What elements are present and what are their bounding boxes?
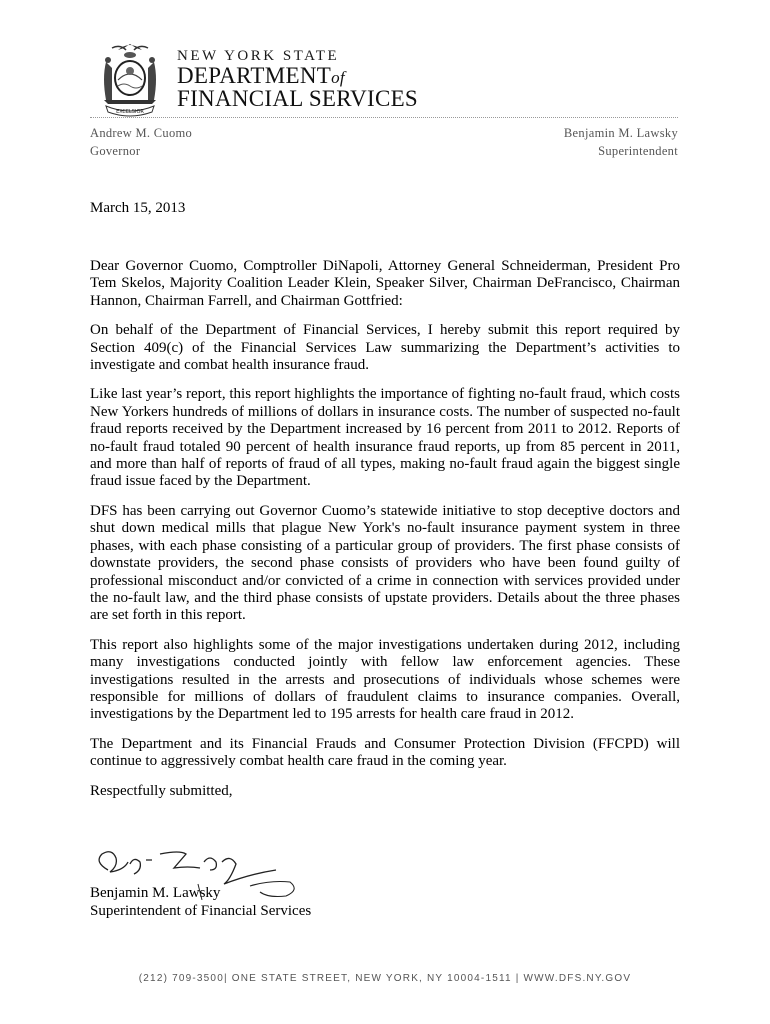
superintendent-name: Benjamin M. Lawsky [563,126,678,140]
letterhead-state: NEW YORK STATE [177,48,340,64]
paragraph: Like last year’s report, this report highlights the importance of fighting no-fault fraud, which costs New Yorkers hundreds of millions of dollars in insurance costs. The number of suspected no-fault fraud reports received by the Department increased by 16 percent from 2011 to 2012. Reports of no-fault fraud totaled 90 percent of health insurance fraud reports, up from 85 percent in 2011, and more than half of reports of fraud of all types, making no-fault fraud again the biggest single fraud issue faced by the Department. [90,386,680,490]
letterhead-divider [90,117,678,118]
paragraph: The Department and its Financial Frauds and Consumer Protection Division (FFCPD) will continue to aggressively combat health care fraud in the coming year. [90,735,680,770]
governor-name: Andrew M. Cuomo [90,126,193,140]
department-word: DEPARTMENT [177,63,332,88]
letter-body [90,258,680,812]
signer-name: Benjamin M. Lawsky [90,885,221,901]
seal-motto: EXCELSIOR [116,109,144,115]
letterhead-financial-services: FINANCIAL SERVICES [177,86,419,111]
paragraph: On behalf of the Department of Financial Services, I hereby submit this report required by Section 409(c) of the Financial Services Law summarizing the Department’s activities to investigate and combat health insurance fraud. [90,322,680,374]
state-seal-icon [90,38,170,118]
salutation: Dear Governor Cuomo, Comptroller DiNapoli, Attorney General Schneiderman, President Pro Tem Skelos, Majority Coalition Leader Klein, Speaker Silver, Chairman DeFrancisco, Chairman Hannon, Chairman Farrell, and Chairman Gottfried: [90,258,680,309]
signer-title: Superintendent of Financial Services [90,903,312,919]
letter-date: March 15, 2013 [90,200,186,216]
paragraph: This report also highlights some of the major investigations undertaken during 2012, including many investigations conducted jointly with fellow law enforcement agencies. These investigations resulted in the arrests and prosecutions of individuals whose schemes were responsible for millions of dollars of fraudulent claims to insurance companies. Overall, investigations by the Department led to 195 arrests for health care fraud in 2012. [90,636,680,723]
department-of: of [331,68,345,87]
superintendent-title: Superintendent [598,144,678,158]
footer-contact: (212) 709-3500| ONE STATE STREET, NEW YORK, NY 10004-1511 | WWW.DFS.NY.GOV [138,973,632,984]
governor-title: Governor [90,144,141,158]
closing: Respectfully submitted, [90,782,233,799]
paragraph: DFS has been carrying out Governor Cuomo’s statewide initiative to stop deceptive doctors and shut down medical mills that plague New York's no-fault insurance payment system in three phases, with each phase consisting of a particular group of providers. The first phase consists of downstate providers, the second phase consists of providers who have been found guilty of professional misconduct and/or convicted of a crime in connection with services provided under the no-fault law, and the third phase consists of upstate providers. Details about the three phases are set forth in this report. [90,502,680,624]
